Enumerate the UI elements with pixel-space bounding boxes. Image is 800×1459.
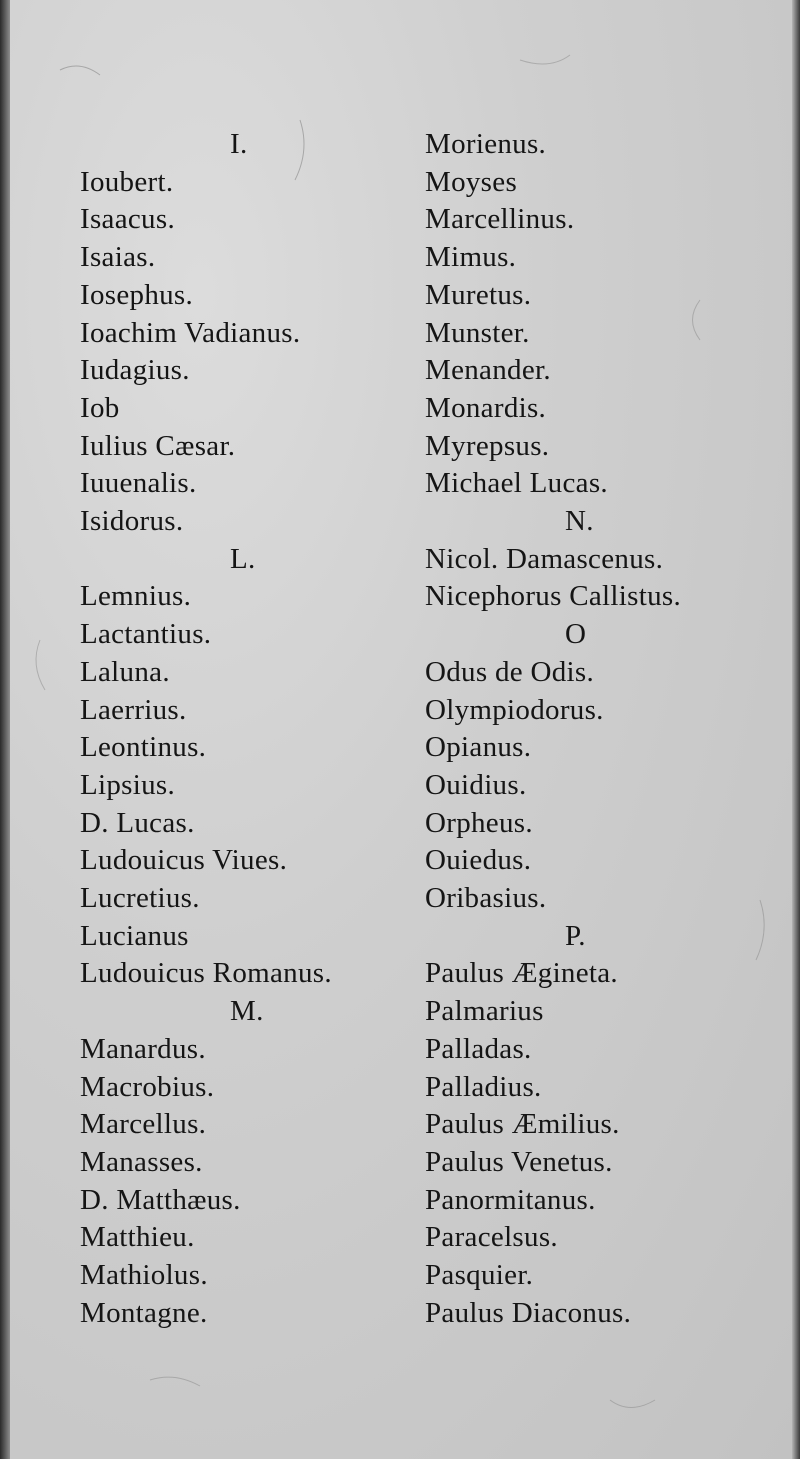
name-entry: Paracelsus. xyxy=(425,1221,558,1254)
right-name-column xyxy=(425,0,800,1459)
name-entry: Palladius. xyxy=(425,1070,542,1103)
name-entry: Nicol. Damascenus. xyxy=(425,542,664,575)
name-entry: Lemnius. xyxy=(80,580,192,613)
name-entry: Lucianus xyxy=(80,919,189,952)
name-entry: Olympiodorus. xyxy=(425,693,604,726)
name-entry: Montagne. xyxy=(80,1296,208,1329)
section-letter: P. xyxy=(565,919,586,952)
name-entry: Iudagius. xyxy=(80,354,190,387)
name-entry: Panormitanus. xyxy=(425,1183,596,1216)
name-entry: Palladas. xyxy=(425,1032,532,1065)
name-entry: Morienus. xyxy=(425,128,547,160)
name-entry: Palmarius xyxy=(425,995,544,1028)
name-entry: Paulus Diaconus. xyxy=(425,1296,632,1329)
name-entry: Pasquier. xyxy=(425,1259,534,1291)
name-entry: Laluna. xyxy=(80,655,170,688)
page-left-edge xyxy=(0,0,10,1459)
name-entry: Moyses xyxy=(425,165,518,198)
name-entry: Macrobius. xyxy=(80,1070,215,1103)
name-entry: Marcellinus. xyxy=(425,203,575,236)
name-entry: Nicephorus Callistus. xyxy=(425,580,681,613)
name-entry: Paulus Ægineta. xyxy=(425,957,618,990)
section-letter: N. xyxy=(565,505,594,537)
name-entry: Ouiedus. xyxy=(425,844,532,877)
name-entry: Matthieu. xyxy=(80,1221,195,1254)
section-letter: L. xyxy=(230,542,256,575)
name-entry: Ioachim Vadianus. xyxy=(80,316,301,349)
name-entry: Manasses. xyxy=(80,1145,203,1178)
section-letter: O xyxy=(565,618,587,651)
name-entry: Ludouicus Viues. xyxy=(80,844,288,877)
name-entry: Iob xyxy=(80,391,120,424)
left-name-column xyxy=(80,0,460,1459)
name-entry: D. Lucas. xyxy=(80,806,195,839)
name-entry: Isidorus. xyxy=(80,505,184,537)
name-entry: Mathiolus. xyxy=(80,1259,208,1291)
name-entry: Paulus Æmilius. xyxy=(425,1108,620,1141)
name-entry: Michael Lucas. xyxy=(425,467,608,500)
name-entry: D. Matthæus. xyxy=(80,1183,241,1216)
name-entry: Manardus. xyxy=(80,1032,206,1065)
name-entry: Muretus. xyxy=(425,278,532,311)
name-entry: Iuuenalis. xyxy=(80,467,197,500)
name-entry: Menander. xyxy=(425,354,551,387)
name-entry: Ouidius. xyxy=(425,768,527,801)
name-entry: Paulus Venetus. xyxy=(425,1145,613,1178)
section-letter: M. xyxy=(230,995,264,1028)
name-entry: Lipsius. xyxy=(80,768,176,801)
name-entry: Isaacus. xyxy=(80,203,175,236)
name-entry: Lucretius. xyxy=(80,882,200,914)
name-entry: Oribasius. xyxy=(425,882,547,914)
section-letter: I. xyxy=(230,128,248,160)
name-entry: Ludouicus Romanus. xyxy=(80,957,332,990)
name-entry: Leontinus. xyxy=(80,731,207,764)
name-entry: Iosephus. xyxy=(80,278,194,311)
name-entry: Odus de Odis. xyxy=(425,655,595,688)
name-entry: Marcellus. xyxy=(80,1108,207,1141)
name-entry: Lactantius. xyxy=(80,618,212,651)
name-entry: Mimus. xyxy=(425,241,517,274)
name-entry: Isaias. xyxy=(80,241,156,274)
name-entry: Iulius Cæsar. xyxy=(80,429,236,462)
name-entry: Laerrius. xyxy=(80,693,187,726)
name-entry: Monardis. xyxy=(425,391,547,424)
name-entry: Opianus. xyxy=(425,731,532,764)
name-entry: Orpheus. xyxy=(425,806,533,839)
name-entry: Ioubert. xyxy=(80,165,174,198)
name-entry: Myrepsus. xyxy=(425,429,550,462)
name-entry: Munster. xyxy=(425,316,530,349)
